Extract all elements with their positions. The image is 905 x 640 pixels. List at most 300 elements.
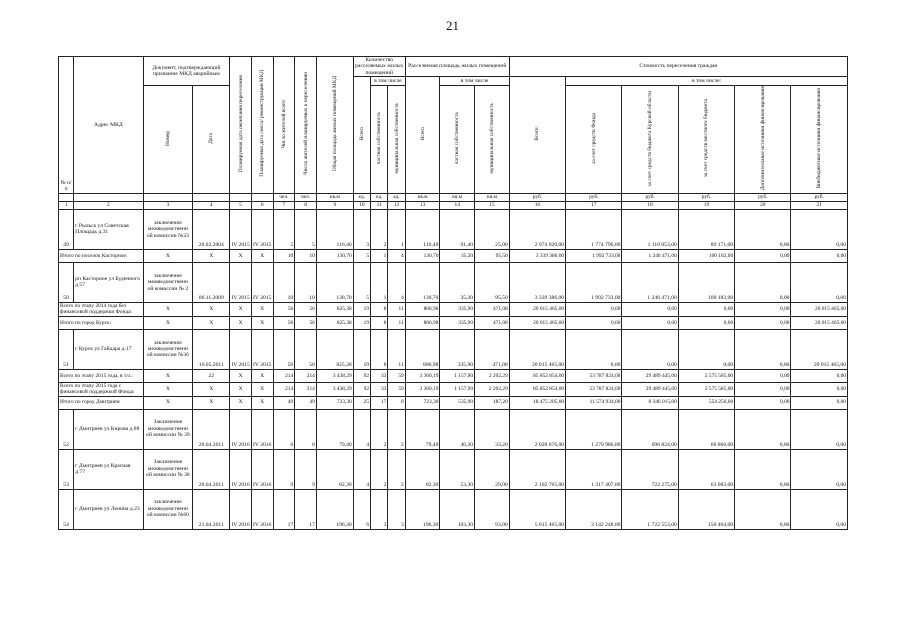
- row-cell-c15: 471,08: [475, 302, 510, 316]
- row-cell-c18: 0,00: [622, 302, 678, 316]
- row-cell-c6: IV 2015: [251, 209, 273, 249]
- row-cell-c10: 25: [353, 396, 370, 409]
- row-cell-c13: 196,30: [405, 489, 440, 529]
- row-cell-c7: 56: [273, 329, 295, 369]
- row-cell-c21: 0,00: [791, 449, 848, 489]
- row-cell-c19: 63 083,00: [678, 449, 734, 489]
- header-no: № п/п: [59, 57, 74, 194]
- header-resettled-count: Количество расселяемых жилых помещений: [355, 57, 404, 76]
- row-cell-c6: IV 2016: [251, 449, 273, 489]
- row-cell-c7: 10: [273, 262, 295, 302]
- column-index-cell: 21: [791, 201, 848, 209]
- row-date: 21.04.2011: [193, 489, 230, 529]
- row-cell-c7: 49: [273, 396, 295, 409]
- row-cell-c17: 11 574 934,00: [566, 396, 622, 409]
- unit-cell: кв.м: [475, 193, 510, 201]
- row-cell-c12: 3: [388, 489, 405, 529]
- row-address: г Курск ул Гайдара д.17: [74, 329, 143, 369]
- row-cell-c11: 3: [371, 489, 388, 529]
- row-date: X: [193, 316, 230, 329]
- row-cell-c21: 0,00: [791, 409, 848, 449]
- row-date: 20.04.2011: [193, 449, 230, 489]
- row-cell-c6: IV 2015: [251, 329, 273, 369]
- row-cell-c19: 2 575 585,00: [678, 369, 734, 382]
- header-count-municipal: муниципальная собственность: [393, 103, 400, 174]
- row-cell-c11: 17: [371, 396, 388, 409]
- row-cell-c9: 130,70: [316, 262, 353, 302]
- row-date: 26.02.2004: [193, 209, 230, 249]
- row-cell-c15: 471,08: [475, 316, 510, 329]
- row-cell-c14: 103,30: [440, 489, 475, 529]
- row-cell-c8: 56: [295, 316, 317, 329]
- column-index-cell: 11: [371, 201, 388, 209]
- unit-cell: [193, 193, 230, 201]
- row-cell-c13: 116,40: [405, 209, 440, 249]
- row-cell-c6: IV 2015: [251, 262, 273, 302]
- row-cell-c17: 53 787 824,00: [566, 369, 622, 382]
- row-cell-c14: 1 157,90: [440, 382, 475, 396]
- column-index-cell: 14: [440, 201, 475, 209]
- row-cell-c15: 29,00: [475, 449, 510, 489]
- row-cell-c21: 0,00: [791, 396, 848, 409]
- unit-cell: [143, 193, 193, 201]
- column-index-cell: 4: [193, 201, 230, 209]
- row-cell-c8: 56: [295, 329, 317, 369]
- row-cell-c21: 0,00: [791, 209, 848, 249]
- unit-cell: руб.: [509, 193, 565, 201]
- header-residents-total: Число жителей всего: [280, 99, 287, 148]
- row-cell-c6: X: [251, 302, 273, 316]
- column-index-cell: 6: [251, 201, 273, 209]
- header-cost-local: за счет средств местного бюджета: [703, 99, 710, 178]
- row-cell-c10: 19: [353, 302, 370, 316]
- row-cell-c9: 825,38: [316, 329, 353, 369]
- unit-cell: [59, 193, 74, 201]
- row-cell-c5: X: [230, 316, 252, 329]
- row-cell-c6: IV 2016: [251, 409, 273, 449]
- row-cell-c16: 85 852 854,00: [509, 369, 565, 382]
- row-cell-c20: 0,00: [735, 209, 791, 249]
- row-cell-c12: 2: [388, 449, 405, 489]
- row-cell-c6: X: [251, 316, 273, 329]
- table-row: [59, 409, 848, 449]
- row-cell-c6: X: [251, 369, 273, 382]
- row-number: 52: [59, 409, 74, 449]
- row-document: Заключение межведомственн ой комиссии № 38: [143, 449, 193, 489]
- row-cell-c5: IV 2015: [230, 329, 252, 369]
- row-cell-c16: 20 015 465,00: [509, 329, 565, 369]
- row-address: г Дмитриев ул Красная д.77: [74, 449, 143, 489]
- row-cell-c5: X: [230, 249, 252, 262]
- row-cell-c15: 2 202,29: [475, 382, 510, 396]
- row-cell-c5: X: [230, 382, 252, 396]
- row-cell-c19: 554 256,00: [678, 396, 734, 409]
- row-cell-c19: 100 182,00: [678, 249, 734, 262]
- row-cell-c13: 806,98: [405, 329, 440, 369]
- row-cell-c13: 723,30: [405, 396, 440, 409]
- row-cell-c17: 1 992 733,00: [566, 249, 622, 262]
- unit-cell: чел.: [295, 193, 317, 201]
- header-planned-completion: Планируемая дата окончания переселения: [237, 75, 244, 173]
- total-label: Итого по город Курск:: [59, 316, 144, 329]
- column-index-cell: 13: [405, 201, 440, 209]
- row-cell-c17: 1 317 407,00: [566, 449, 622, 489]
- row-cell-c18: 29 489 445,00: [622, 369, 678, 382]
- row-cell-c14: 335,90: [440, 302, 475, 316]
- row-document: X: [143, 302, 193, 316]
- header-planned-demolition: Планируемая дата сноса/ реконструкции МКД: [259, 70, 266, 178]
- header-cost-incl: в том числе:: [566, 77, 848, 86]
- row-cell-c15: 25,00: [475, 209, 510, 249]
- row-cell-c20: 0,00: [735, 382, 791, 396]
- row-cell-c10: 19: [353, 316, 370, 329]
- column-index-cell: 7: [273, 201, 295, 209]
- column-index-cell: 1: [59, 201, 74, 209]
- total-row: [59, 249, 848, 262]
- row-cell-c5: IV 2016: [230, 489, 252, 529]
- row-date: 22: [193, 369, 230, 382]
- row-cell-c16: 3 339 386,00: [509, 262, 565, 302]
- row-cell-c8: 5: [295, 209, 317, 249]
- row-number: 54: [59, 489, 74, 529]
- row-cell-c7: 17: [273, 489, 295, 529]
- row-document: заключение межведомственн ой комиссии №23: [143, 209, 193, 249]
- row-cell-c5: IV 2015: [230, 209, 252, 249]
- total-row: [59, 302, 848, 316]
- row-cell-c12: 1: [388, 209, 405, 249]
- row-cell-c11: 33: [371, 382, 388, 396]
- unit-cell: руб.: [791, 193, 848, 201]
- row-cell-c11: 1: [371, 249, 388, 262]
- row-cell-c19: 60 866,00: [678, 409, 734, 449]
- row-cell-c10: 4: [353, 449, 370, 489]
- row-cell-c15: 93,00: [475, 489, 510, 529]
- row-cell-c14: 91,40: [440, 209, 475, 249]
- row-cell-c12: 8: [388, 396, 405, 409]
- row-cell-c9: 825,38: [316, 302, 353, 316]
- column-index-cell: 5: [230, 201, 252, 209]
- row-document: X: [143, 316, 193, 329]
- row-cell-c19: 2 575 585,00: [678, 382, 734, 396]
- row-cell-c17: 0,00: [566, 316, 622, 329]
- row-date: X: [193, 249, 230, 262]
- column-index-cell: 16: [509, 201, 565, 209]
- row-cell-c8: 17: [295, 489, 317, 529]
- total-label: Всего по этапу 2015 года с финансовой поддержкой Фонда:: [59, 382, 144, 396]
- column-index-cell: 12: [388, 201, 405, 209]
- row-cell-c16: 85 852 854,00: [509, 382, 565, 396]
- row-cell-c7: 10: [273, 249, 295, 262]
- row-cell-c21: 0,00: [791, 369, 848, 382]
- header-residents-planned: Число жителей планируемых к переселению: [302, 72, 309, 176]
- row-cell-c20: 0,00: [735, 409, 791, 449]
- row-cell-c17: 53 787 824,00: [566, 382, 622, 396]
- page-number: 21: [446, 18, 459, 33]
- row-cell-c14: 35,20: [440, 262, 475, 302]
- row-cell-c5: IV 2016: [230, 449, 252, 489]
- row-cell-c20: 0,00: [735, 449, 791, 489]
- column-index-cell: 2: [74, 201, 143, 209]
- row-cell-c9: 723,30: [316, 396, 353, 409]
- column-index-cell: 19: [678, 201, 734, 209]
- unit-cell: руб.: [678, 193, 734, 201]
- total-label: Всего по этапу 2014 года без финансовой поддержки Фонда:: [59, 302, 144, 316]
- row-cell-c8: 49: [295, 396, 317, 409]
- column-index-cell: 17: [566, 201, 622, 209]
- row-cell-c14: 35,20: [440, 249, 475, 262]
- row-cell-c11: 8: [371, 329, 388, 369]
- row-cell-c13: 82,30: [405, 449, 440, 489]
- row-cell-c20: 0,00: [735, 262, 791, 302]
- row-cell-c18: 1 246 471,00: [622, 249, 678, 262]
- table-row: [59, 329, 848, 369]
- row-cell-c17: 1 270 986,00: [566, 409, 622, 449]
- total-label: Итого по город Дмитриев:: [59, 396, 144, 409]
- row-cell-c19: 150 464,00: [678, 489, 734, 529]
- row-cell-c14: 335,90: [440, 329, 475, 369]
- header-cost-total: Всего:: [534, 126, 541, 142]
- row-cell-c9: 116,40: [316, 209, 353, 249]
- row-cell-c9: 825,38: [316, 316, 353, 329]
- table-row: [59, 262, 848, 302]
- header-area-total: Всего: [419, 127, 426, 141]
- row-date: 06.11.2009: [193, 262, 230, 302]
- row-cell-c5: X: [230, 369, 252, 382]
- row-cell-c16: 2 102 765,00: [509, 449, 565, 489]
- unit-cell: [230, 193, 252, 201]
- column-index-cell: 3: [143, 201, 193, 209]
- row-cell-c9: 82,30: [316, 449, 353, 489]
- row-document: заключение межведомственн ой комиссии №36: [143, 329, 193, 369]
- row-cell-c7: 6: [273, 409, 295, 449]
- row-cell-c9: 3 438,29: [316, 382, 353, 396]
- total-row: [59, 369, 848, 382]
- row-cell-c10: 3: [353, 209, 370, 249]
- row-cell-c21: 0,00: [791, 249, 848, 262]
- row-date: 16.05.2011: [193, 329, 230, 369]
- column-index-cell: 9: [316, 201, 353, 209]
- row-cell-c8: 214: [295, 382, 317, 396]
- row-cell-c6: IV 2016: [251, 489, 273, 529]
- row-cell-c16: 5 015 465,00: [509, 489, 565, 529]
- row-cell-c16: 2 028 676,00: [509, 409, 565, 449]
- row-address: г Дмитриев ул Кирова д.88: [74, 409, 143, 449]
- row-cell-c10: 6: [353, 489, 370, 529]
- row-cell-c7: 5: [273, 209, 295, 249]
- total-row: [59, 316, 848, 329]
- row-cell-c12: 11: [388, 302, 405, 316]
- header-cost-region: за счет средств бюджета Курской области: [647, 90, 654, 187]
- row-cell-c12: 11: [388, 329, 405, 369]
- row-cell-c20: 0,00: [735, 369, 791, 382]
- row-cell-c12: 59: [388, 369, 405, 382]
- row-address: рп Касторное ул Буденного д.57: [74, 262, 143, 302]
- column-index-cell: 10: [353, 201, 370, 209]
- unit-cell: [74, 193, 143, 201]
- unit-cell: руб.: [622, 193, 678, 201]
- header-address: Адрес МКД: [74, 57, 143, 194]
- row-cell-c15: 471,08: [475, 329, 510, 369]
- unit-cell: руб.: [566, 193, 622, 201]
- row-cell-c5: X: [230, 302, 252, 316]
- header-count-total: Всего: [358, 127, 365, 141]
- row-cell-c10: 19: [353, 329, 370, 369]
- row-cell-c18: 1 110 053,00: [622, 209, 678, 249]
- row-cell-c10: 92: [353, 382, 370, 396]
- row-cell-c12: 4: [388, 262, 405, 302]
- row-cell-c11: 8: [371, 316, 388, 329]
- row-cell-c20: 0,00: [735, 249, 791, 262]
- row-cell-c21: 0,00: [791, 262, 848, 302]
- row-cell-c17: 1 774 796,00: [566, 209, 622, 249]
- header-cost: Стоимость переселения граждан: [509, 57, 847, 77]
- row-cell-c8: 9: [295, 449, 317, 489]
- row-cell-c14: 1 157,90: [440, 369, 475, 382]
- row-cell-c20: 0,00: [735, 302, 791, 316]
- row-cell-c13: 806,98: [405, 316, 440, 329]
- row-date: X: [193, 396, 230, 409]
- row-cell-c14: 53,30: [440, 449, 475, 489]
- row-cell-c14: 335,90: [440, 316, 475, 329]
- row-cell-c8: 10: [295, 249, 317, 262]
- row-cell-c18: 722 275,00: [622, 449, 678, 489]
- unit-cell: кв.м: [440, 193, 475, 201]
- header-doc-date: Дата: [208, 132, 215, 144]
- row-number: 50: [59, 262, 74, 302]
- row-document: X: [143, 249, 193, 262]
- row-number: 51: [59, 329, 74, 369]
- header-doc-number: Номер: [164, 130, 171, 146]
- resettlement-table: [58, 56, 848, 530]
- units-row: [59, 193, 848, 201]
- row-cell-c6: X: [251, 396, 273, 409]
- row-cell-c19: 0,00: [678, 329, 734, 369]
- row-cell-c21: 20 015 465,00: [791, 316, 848, 329]
- table-row: [59, 209, 848, 249]
- row-cell-c14: 46,20: [440, 409, 475, 449]
- row-cell-c7: 214: [273, 382, 295, 396]
- row-cell-c12: 59: [388, 382, 405, 396]
- row-cell-c15: 95,50: [475, 262, 510, 302]
- row-cell-c9: 79,40: [316, 409, 353, 449]
- row-cell-c18: 6 346 015,00: [622, 396, 678, 409]
- column-index-cell: 20: [735, 201, 791, 209]
- header-resettled-area: Расселяемая площадь жилых помещений: [405, 57, 509, 77]
- row-cell-c16: 20 015 465,00: [509, 316, 565, 329]
- row-cell-c10: 5: [353, 262, 370, 302]
- row-document: заключение межведомственн ой комиссии №60: [143, 489, 193, 529]
- header-document: Документ, подтверждающий признание МКД аварийным: [143, 57, 230, 86]
- row-cell-c18: 0,00: [622, 329, 678, 369]
- row-cell-c9: 196,30: [316, 489, 353, 529]
- row-cell-c21: 0,00: [791, 382, 848, 396]
- row-cell-c11: 1: [371, 262, 388, 302]
- row-cell-c15: 2 202,29: [475, 369, 510, 382]
- total-label: Итого по поселок Касторное:: [59, 249, 144, 262]
- column-index-cell: 8: [295, 201, 317, 209]
- row-cell-c21: 20 015 465,00: [791, 329, 848, 369]
- total-row: [59, 382, 848, 396]
- row-cell-c17: 3 142 248,00: [566, 489, 622, 529]
- row-address: г Рыльск ул Советская Площадь д.31: [74, 209, 143, 249]
- row-cell-c8: 10: [295, 262, 317, 302]
- row-cell-c18: 1 722 553,00: [622, 489, 678, 529]
- row-cell-c6: X: [251, 382, 273, 396]
- row-cell-c11: 8: [371, 302, 388, 316]
- row-cell-c9: 130,70: [316, 249, 353, 262]
- row-cell-c11: 2: [371, 409, 388, 449]
- row-cell-c5: X: [230, 396, 252, 409]
- row-cell-c13: 79,40: [405, 409, 440, 449]
- row-cell-c7: 56: [273, 316, 295, 329]
- row-cell-c15: 33,20: [475, 409, 510, 449]
- row-document: Заключение межведомственн ой комиссии № 39: [143, 409, 193, 449]
- row-cell-c10: 4: [353, 409, 370, 449]
- row-cell-c13: 130,70: [405, 262, 440, 302]
- unit-cell: ед.: [371, 193, 388, 201]
- row-number: 49: [59, 209, 74, 249]
- row-number: 53: [59, 449, 74, 489]
- row-cell-c9: 3 438,29: [316, 369, 353, 382]
- row-cell-c12: 2: [388, 409, 405, 449]
- row-cell-c20: 0,00: [735, 316, 791, 329]
- row-cell-c13: 130,70: [405, 249, 440, 262]
- row-document: X: [143, 369, 193, 382]
- row-cell-c20: 0,00: [735, 396, 791, 409]
- row-cell-c18: 0,00: [622, 316, 678, 329]
- table-row: [59, 449, 848, 489]
- row-cell-c16: 3 339 386,00: [509, 249, 565, 262]
- header-count-incl: в том числе: [371, 77, 406, 86]
- header-total-area: Общая площадь жилых помещений МКД: [331, 76, 338, 172]
- row-cell-c11: 2: [371, 209, 388, 249]
- row-cell-c18: 1 246 471,00: [622, 262, 678, 302]
- row-cell-c12: 11: [388, 316, 405, 329]
- unit-cell: кв.м: [316, 193, 353, 201]
- unit-cell: чел.: [273, 193, 295, 201]
- row-cell-c20: 0,00: [735, 329, 791, 369]
- row-cell-c20: 0,00: [735, 489, 791, 529]
- row-cell-c7: 9: [273, 449, 295, 489]
- column-index-row: [59, 201, 848, 209]
- row-cell-c7: 214: [273, 369, 295, 382]
- row-cell-c19: 89 171,00: [678, 209, 734, 249]
- row-cell-c19: 100 182,00: [678, 262, 734, 302]
- row-date: 20.04.2011: [193, 409, 230, 449]
- row-date: X: [193, 382, 230, 396]
- total-label: Всего по этапу 2015 года, в т.ч.:: [59, 369, 144, 382]
- row-cell-c10: 5: [353, 249, 370, 262]
- row-cell-c18: 696 824,00: [622, 409, 678, 449]
- row-cell-c16: 18 475 205,00: [509, 396, 565, 409]
- row-cell-c17: 0,00: [566, 329, 622, 369]
- header-cost-fund: за счет средств Фонда: [590, 112, 597, 164]
- row-cell-c11: 33: [371, 369, 388, 382]
- row-cell-c19: 0,00: [678, 302, 734, 316]
- header-cost-extra: Дополнительные источники финансирования: [759, 86, 766, 191]
- row-document: заключение межведомственн ой комиссии № 2: [143, 262, 193, 302]
- row-cell-c8: 214: [295, 369, 317, 382]
- row-cell-c8: 56: [295, 302, 317, 316]
- column-index-cell: 18: [622, 201, 678, 209]
- row-document: X: [143, 382, 193, 396]
- row-cell-c12: 4: [388, 249, 405, 262]
- row-cell-c19: 0,00: [678, 316, 734, 329]
- row-cell-c21: 0,00: [791, 489, 848, 529]
- row-cell-c7: 56: [273, 302, 295, 316]
- resettlement-table-wrapper: [58, 56, 848, 530]
- unit-cell: руб.: [735, 193, 791, 201]
